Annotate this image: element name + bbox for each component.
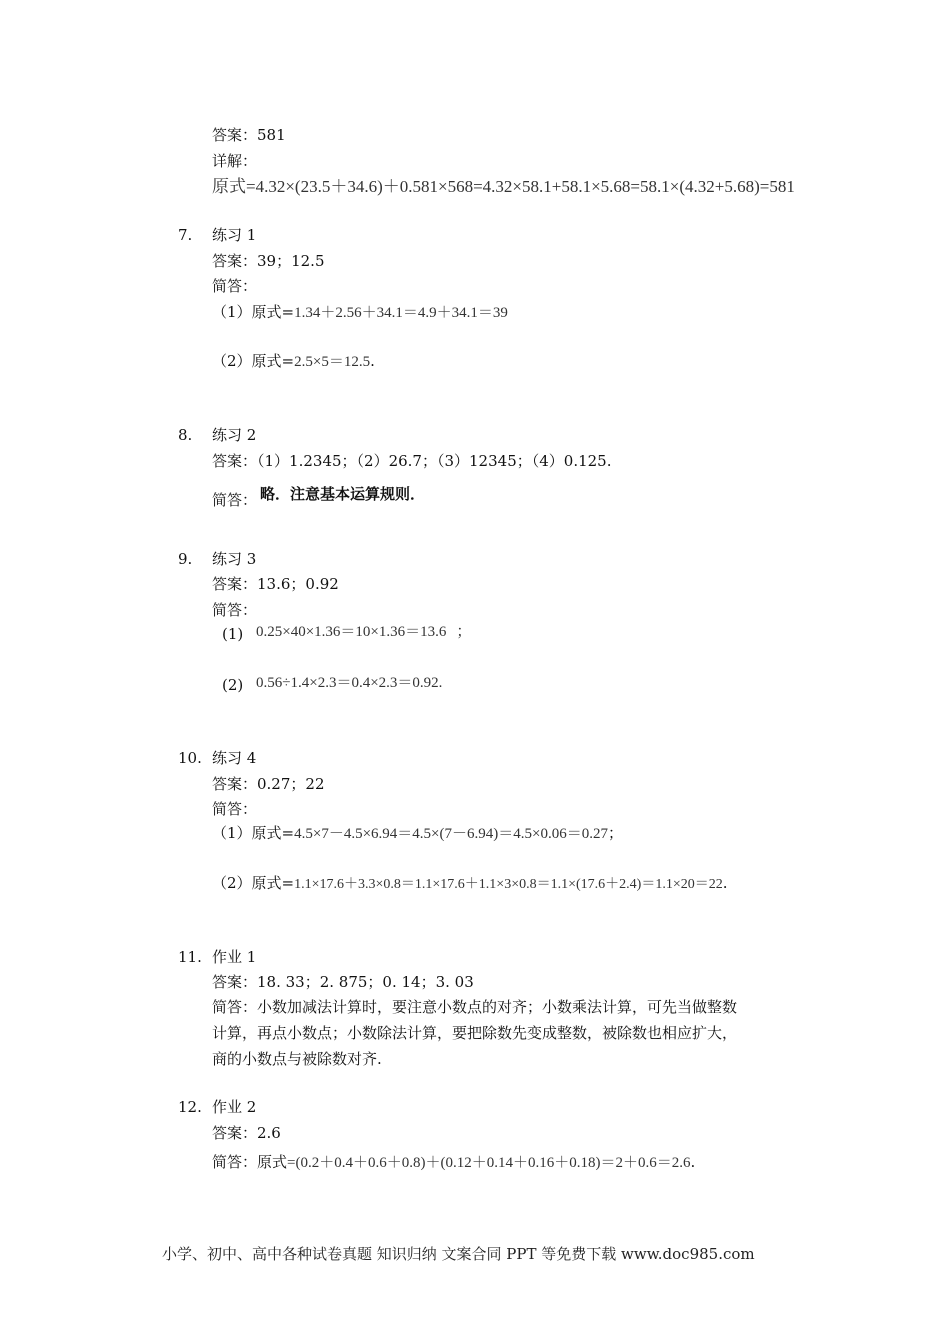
solution-math: 4.5×7－4.5×6.94＝4.5×(7－6.94)＝4.5×0.06＝0.27 [294,826,608,842]
solution-math: 0.56÷1.4×2.3＝0.4×2.3＝0.92. [256,675,443,691]
intro-explain-label: 详解： [212,152,258,170]
solution-line [212,354,375,370]
item-answer: 答案：18. 33；2. 875；0. 14；3. 03 [212,973,474,991]
item-number: 11. [178,948,202,966]
item-title: 练习 4 [212,749,257,767]
item-answer: 答案：39；12.5 [212,252,325,270]
item-brief-line: 计算，再点小数点；小数除法计算，要把除数先变成整数，被除数也相应扩大， [212,1024,738,1042]
solution-math: =(0.2＋0.4＋0.6＋0.8)＋(0.12＋0.14＋0.16＋0.18)＝2＋0.6＝2.6 [287,1155,691,1171]
item-brief-label: 简答： [212,277,258,295]
page-footer: 小学、初中、高中各种试卷真题 知识归纳 文案合同 PPT 等免费下载 www.doc985.com [162,1245,755,1263]
solution-line [212,305,508,321]
solution-tail: . [722,874,728,892]
solution-math: 1.1×17.6＋3.3×0.8＝1.1×17.6＋1.1×3×0.8＝1.1×(17.6＋2.4)＝1.1×20＝22 [294,877,723,892]
item-brief-label: 简答： [212,601,258,619]
item-answer: 答案：2.6 [212,1124,281,1142]
solution-tail: ； [607,824,623,842]
solution-label: (1) [222,625,244,643]
item-number: 7. [178,226,193,244]
item-answer: 答案：（1）1.2345；（2）26.7；（3）12345；（4）0.125. [212,452,612,470]
item-brief-label: 简答：原式 [212,1153,288,1171]
item-title: 练习 1 [212,226,257,244]
solution-line [212,826,623,842]
item-brief-text: 略．注意基本运算规则． [260,485,426,503]
item-brief-line: 商的小数点与被除数对齐. [212,1050,382,1068]
solution-tail: . [690,1153,696,1171]
item-title: 练习 3 [212,550,257,568]
item-brief-label: 简答： [212,800,258,818]
solution-label: （1）原式= [212,824,295,842]
solution-label: （1）原式= [212,303,295,321]
item-number: 10. [178,749,202,767]
item-brief-label: 简答： [212,491,258,509]
solution-label: （2）原式= [212,352,295,370]
item-number: 9. [178,550,193,568]
item-number: 8. [178,426,193,444]
solution-label: （2）原式= [212,874,295,892]
item-number: 12. [178,1098,202,1116]
solution-tail: . [370,352,375,370]
solution-line [212,876,728,892]
intro-answer: 答案：581 [212,126,286,144]
item-brief-line: 简答：小数加减法计算时，要注意小数点的对齐；小数乘法计算，可先当做整数 [212,998,738,1016]
solution-math: 2.5×5＝12.5 [294,354,371,370]
solution-label: (2) [222,676,244,694]
item-title: 练习 2 [212,426,257,444]
intro-formula: 原式=4.32×(23.5＋34.6)＋0.581×568=4.32×58.1+58.1×5.68=58.1×(4.32+5.68)=581 [212,177,795,196]
solution-line [212,1155,695,1171]
item-answer: 答案：0.27；22 [212,775,325,793]
item-title: 作业 1 [212,948,257,966]
item-answer: 答案：13.6；0.92 [212,575,339,593]
solution-math: 1.34＋2.56＋34.1＝4.9＋34.1＝39 [294,305,508,321]
item-title: 作业 2 [212,1098,257,1116]
solution-math: 0.25×40×1.36＝10×1.36＝13.6 ； [256,624,472,640]
